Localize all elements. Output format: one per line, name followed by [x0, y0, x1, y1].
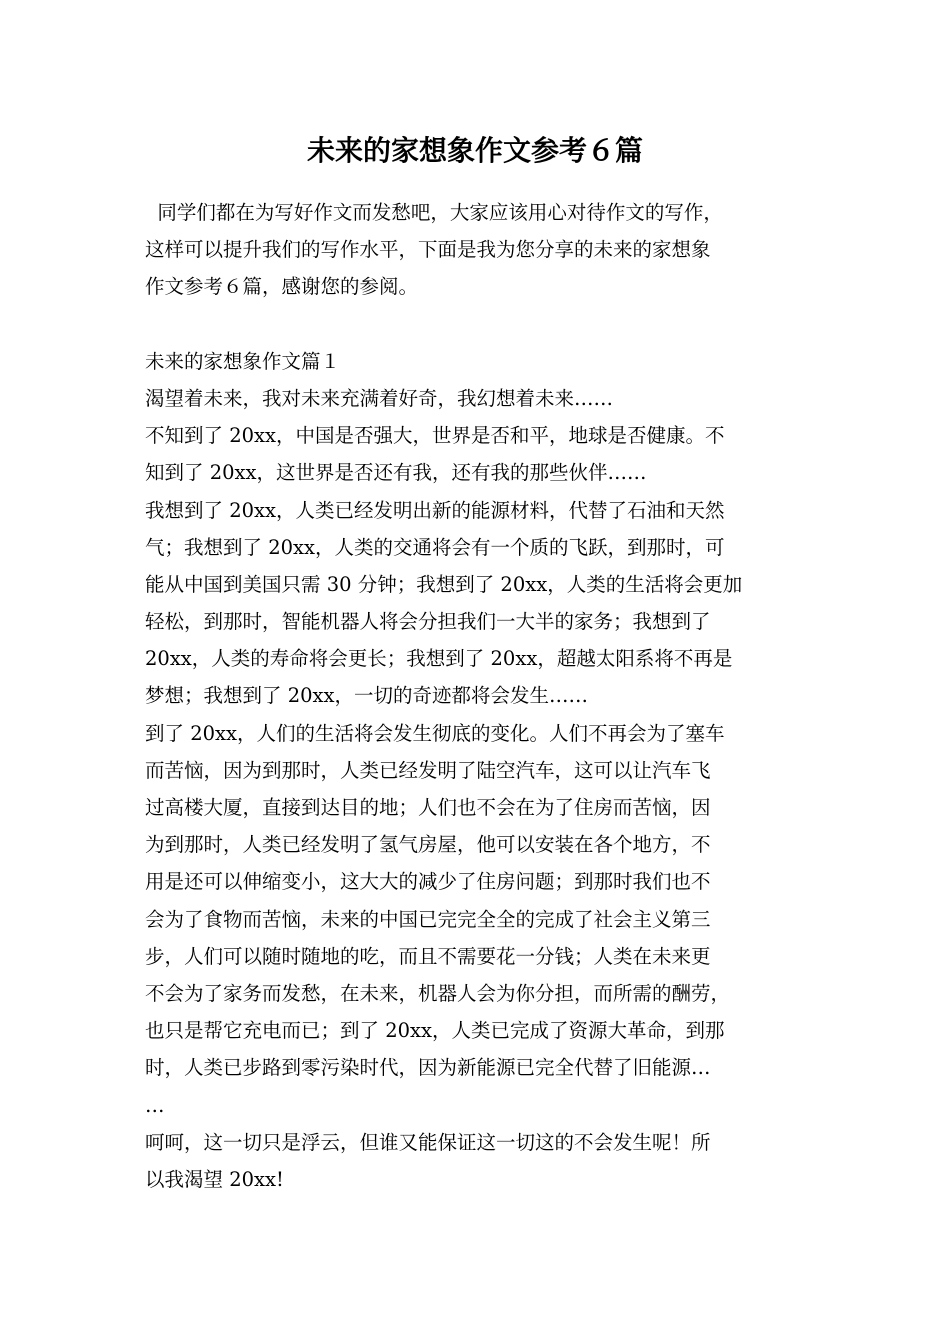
essay-line: 知到了 20xx，这世界是否还有我，还有我的那些伙伴……: [145, 461, 647, 485]
essay-line: 为到那时，人类已经发明了氢气房屋，他可以安装在各个地方，不: [145, 833, 711, 857]
essay-line: 会为了食物而苦恼，未来的中国已完完全全的完成了社会主义第三: [145, 907, 711, 931]
document-title: 未来的家想象作文参考６篇: [306, 134, 643, 167]
essay-line: 呵呵，这一切只是浮云，但谁又能保证这一切这的不会发生呢！所: [145, 1130, 711, 1154]
document-body: [145, 194, 825, 1198]
essay-line: 也只是帮它充电而已；到了 20xx，人类已完成了资源大革命，到那: [145, 1019, 725, 1043]
essay-line: 步，人们可以随时随地的吃，而且不需要花一分钱；人类在未来更: [145, 944, 711, 968]
essay-line: 不会为了家务而发愁，在未来，机器人会为你分担，而所需的酬劳，: [145, 981, 731, 1005]
essay-line: …: [145, 1093, 165, 1117]
essay-line: 渴望着未来，我对未来充满着好奇，我幻想着未来……: [145, 386, 614, 410]
essay-text: [145, 380, 825, 1198]
essay-line: 梦想；我想到了 20xx，一切的奇迹都将会发生……: [145, 684, 589, 708]
intro-paragraph: [145, 194, 825, 306]
essay-line: 用是还可以伸缩变小，这大大的减少了住房问题；到那时我们也不: [145, 870, 711, 894]
intro-line: 这样可以提升我们的写作水平，下面是我为您分享的未来的家想象: [145, 238, 711, 262]
essay-line: 到了 20xx，人们的生活将会发生彻底的变化。人们不再会为了塞车: [145, 721, 725, 745]
intro-line: 同学们都在为写好作文而发愁吧，大家应该用心对待作文的写作，: [145, 201, 723, 224]
essay-line: 能从中国到美国只需 30 分钟；我想到了 20xx，人类的生活将会更加: [145, 572, 743, 596]
intro-line: 作文参考６篇，感谢您的参阅。: [145, 275, 419, 299]
essay-line: 时，人类已步路到零污染时代，因为新能源已完全代替了旧能源…: [145, 1056, 711, 1080]
essay-line: 我想到了 20xx，人类已经发明出新的能源材料，代替了石油和天然: [145, 498, 725, 522]
essay-line: 不知到了 20xx，中国是否强大，世界是否和平，地球是否健康。不: [145, 424, 725, 448]
section-heading: 未来的家想象作文篇１: [145, 349, 341, 373]
essay-line: 20xx，人类的寿命将会更长；我想到了 20xx，超越太阳系将不再是: [145, 647, 733, 671]
essay-line: 轻松，到那时，智能机器人将会分担我们一大半的家务；我想到了: [145, 610, 711, 634]
essay-line: 过高楼大厦，直接到达目的地；人们也不会在为了住房而苦恼，因: [145, 796, 711, 819]
paragraph-spacer: [145, 306, 825, 343]
essay-line: 以我渴望 20xx!: [145, 1167, 284, 1191]
essay-line: 而苦恼，因为到那时，人类已经发明了陆空汽车，这可以让汽车飞: [145, 758, 711, 782]
essay-line: 气；我想到了 20xx，人类的交通将会有一个质的飞跃，到那时，可: [145, 535, 725, 559]
